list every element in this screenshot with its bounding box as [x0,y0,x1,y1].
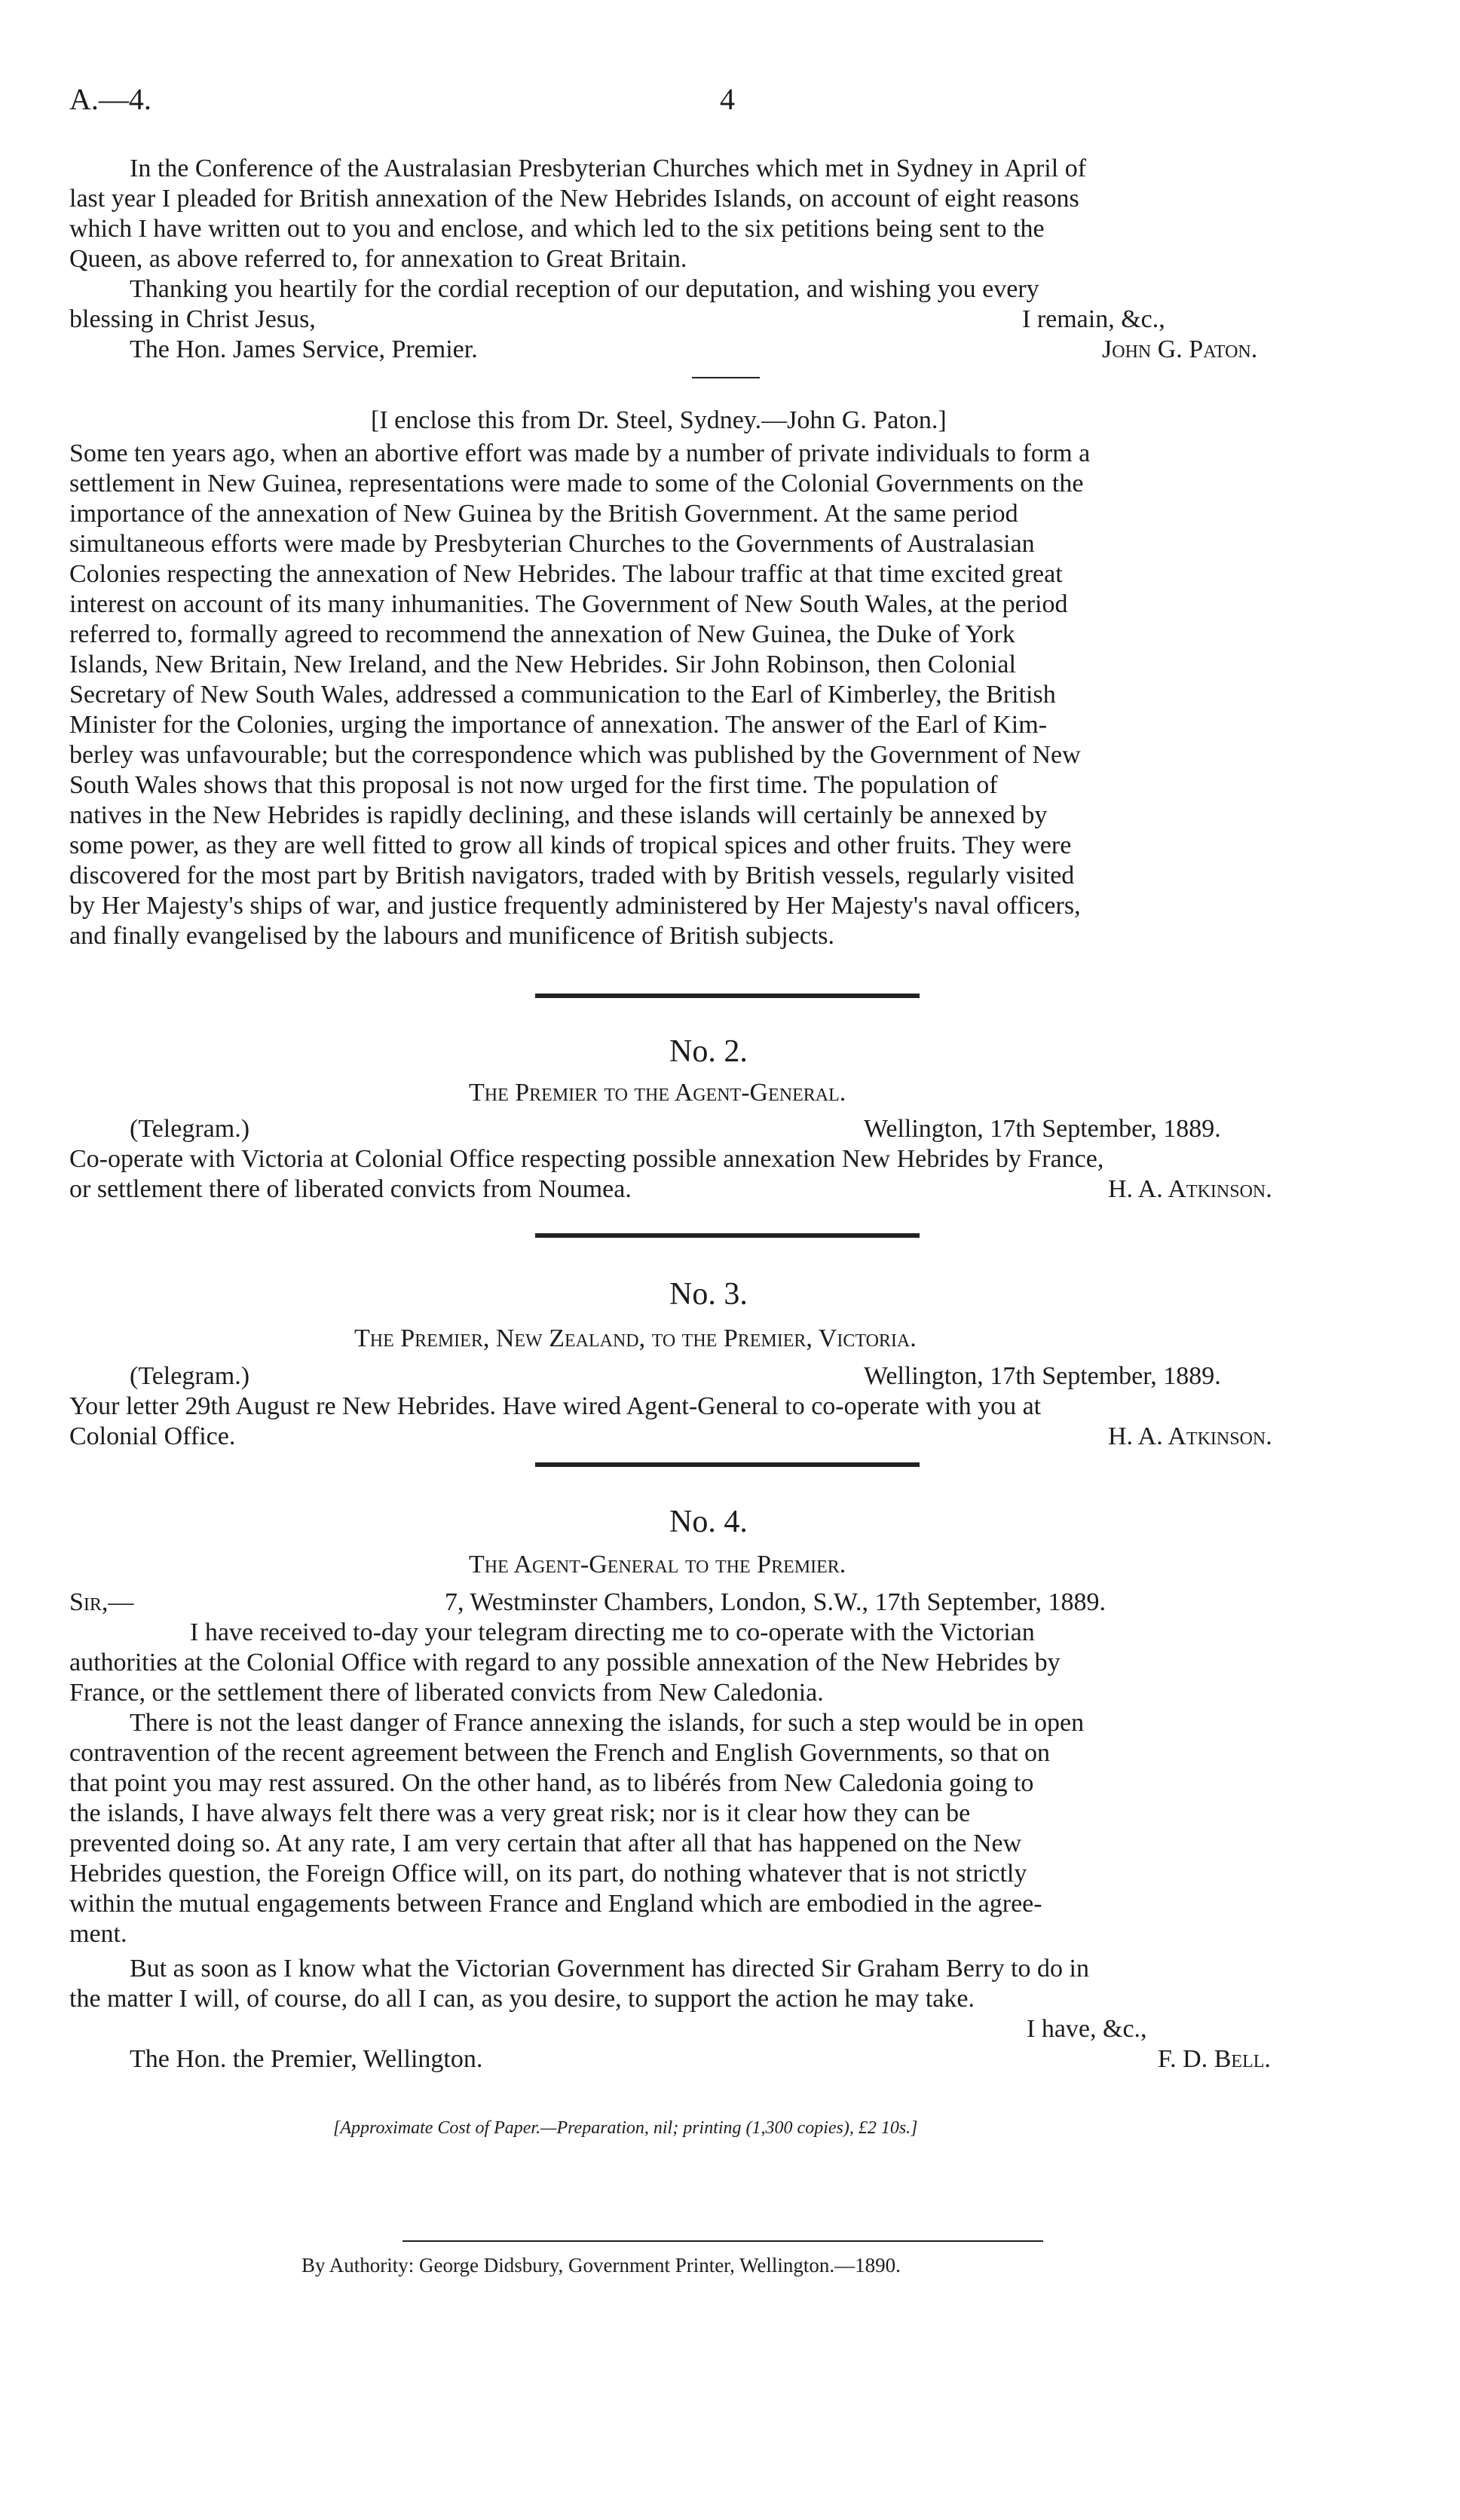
no4-heading: The Agent-General to the Premier. [469,1551,846,1578]
no3-kind: (Telegram.) [130,1362,250,1390]
no3-line: Colonial Office. [69,1422,236,1450]
no2-line: or settlement there of liberated convicts from Noumea. [69,1175,632,1203]
enclosure-line: referred to, formally agreed to recommend the annexation of New Guinea, the Duke of York [69,620,1015,648]
no4-line: But as soon as I know what the Victorian Government has directed Sir Graham Berry to do in [130,1955,1089,1983]
no2-date: Wellington, 17th September, 1889. [864,1115,1221,1143]
letter1-line: Queen, as above referred to, for annexation to Great Britain. [69,245,687,273]
letter1-addressee: The Hon. James Service, Premier. [130,335,478,363]
enclosure-line: and finally evangelised by the labours and munificence of British subjects. [69,922,835,950]
printer-imprint: By Authority: George Didsbury, Government Printer, Wellington.—1890. [301,2254,901,2277]
short-divider [692,377,760,378]
no4-address: 7, Westminster Chambers, London, S.W., 17th September, 1889. [445,1588,1106,1616]
no2-heading: The Premier to the Agent-General. [469,1079,846,1107]
no4-number: No. 4. [669,1505,748,1539]
no3-signature: H. A. Atkinson. [1108,1422,1272,1450]
no4-line: prevented doing so. At any rate, I am very certain that after all that has happened on the New [69,1830,1022,1857]
no4-closing: I have, &c., [1027,2015,1147,2043]
letter1-line: blessing in Christ Jesus, [69,305,316,333]
footer-rule [402,2240,1043,2242]
enclosure-note: [I enclose this from Dr. Steel, Sydney.—John G. Paton.] [371,406,947,434]
no4-line: within the mutual engagements between France and England which are embodied in the agree- [69,1890,1042,1918]
no2-number: No. 2. [669,1034,748,1069]
letter1-line: In the Conference of the Australasian Presbyterian Churches which met in Sydney in April of [130,155,1087,182]
no2-line: Co-operate with Victoria at Colonial Office respecting possible annexation New Hebrides by France, [69,1145,1104,1173]
enclosure-line: natives in the New Hebrides is rapidly declining, and these islands will certainly be annexed by [69,801,1048,829]
no2-kind: (Telegram.) [130,1115,250,1143]
no4-line: France, or the settlement there of liberated convicts from New Caledonia. [69,1679,824,1707]
section-rule [535,1233,920,1238]
no3-heading: The Premier, New Zealand, to the Premier, Victoria. [354,1324,917,1352]
no4-line: ment. [69,1920,127,1948]
no3-number: No. 3. [669,1277,748,1312]
no4-line: that point you may rest assured. On the other hand, as to libérés from New Caledonia going to [69,1769,1034,1797]
enclosure-line: Colonies respecting the annexation of New Hebrides. The labour traffic at that time excited great [69,560,1063,588]
no4-line: Hebrides question, the Foreign Office will, on its part, do nothing whatever that is not strictly [69,1860,1027,1888]
enclosure-line: some power, as they are well fitted to grow all kinds of tropical spices and other fruits. They were [69,831,1072,859]
enclosure-line: Islands, New Britain, New Ireland, and the New Hebrides. Sir John Robinson, then Colonial [69,651,1016,678]
no4-salutation: Sir,— [69,1588,134,1616]
enclosure-line: simultaneous efforts were made by Presbyterian Churches to the Governments of Australasian [69,530,1035,558]
enclosure-line: South Wales shows that this proposal is not now urged for the first time. The population of [69,771,998,799]
section-rule [535,1462,920,1467]
enclosure-line: discovered for the most part by British navigators, traded with by British vessels, regularly visited [69,862,1075,890]
enclosure-line: interest on account of its many inhumanities. The Government of New South Wales, at the period [69,590,1068,618]
series-label: A.—4. [69,82,152,116]
no3-date: Wellington, 17th September, 1889. [864,1362,1221,1390]
section-rule [535,994,920,998]
enclosure-line: Minister for the Colonies, urging the importance of annexation. The answer of the Earl of Kim- [69,711,1048,739]
enclosure-line: settlement in New Guinea, representations were made to some of the Colonial Governments on the [69,470,1084,498]
no4-line: I have received to-day your telegram directing me to co-operate with the Victorian [190,1618,1035,1646]
cost-note: [Approximate Cost of Paper.—Preparation, nil; printing (1,300 copies), £2 10s.] [333,2118,918,2138]
enclosure-line: by Her Majesty's ships of war, and justice frequently administered by Her Majesty's naval officers, [69,892,1081,920]
no4-signature: F. D. Bell. [1158,2045,1271,2073]
letter1-line: last year I pleaded for British annexation of the New Hebrides Islands, on account of eight reasons [69,185,1079,213]
enclosure-line: berley was unfavourable; but the correspondence which was published by the Government of New [69,741,1081,769]
enclosure-line: importance of the annexation of New Guinea by the British Government. At the same period [69,500,1018,528]
no3-line: Your letter 29th August re New Hebrides. Have wired Agent-General to co-operate with you at [69,1392,1042,1420]
page-number: 4 [720,82,735,116]
no4-addressee: The Hon. the Premier, Wellington. [130,2045,483,2073]
letter1-line: Thanking you heartily for the cordial reception of our deputation, and wishing you every [130,275,1039,303]
enclosure-line: Secretary of New South Wales, addressed a communication to the Earl of Kimberley, the British [69,681,1056,709]
enclosure-line: Some ten years ago, when an abortive effort was made by a number of private individuals to form a [69,439,1091,467]
no4-line: the islands, I have always felt there was a very great risk; nor is it clear how they can be [69,1799,971,1827]
letter1-closing: I remain, &c., [1022,305,1165,333]
letter1-signature: John G. Paton. [1102,335,1258,363]
no4-line: authorities at the Colonial Office with regard to any possible annexation of the New Hebrides by [69,1649,1061,1676]
no4-line: contravention of the recent agreement between the French and English Governments, so that on [69,1739,1051,1767]
no2-signature: H. A. Atkinson. [1108,1175,1272,1203]
letter1-line: which I have written out to you and enclose, and which led to the six petitions being sent to the [69,215,1045,243]
no4-line: the matter I will, of course, do all I can, as you desire, to support the action he may take. [69,1985,975,2013]
no4-line: There is not the least danger of France annexing the islands, for such a step would be in open [130,1709,1085,1737]
